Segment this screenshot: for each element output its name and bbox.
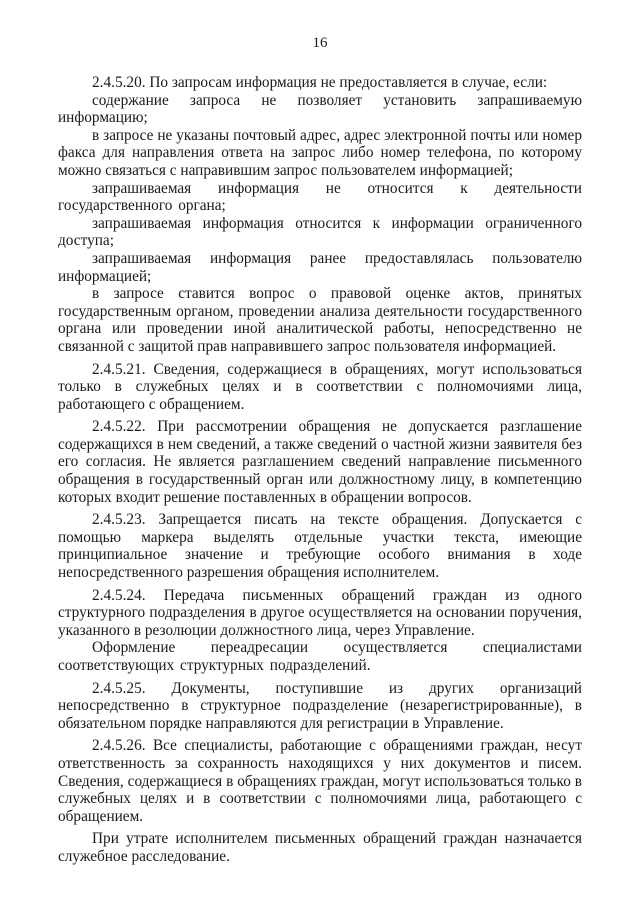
- document-body: [58, 74, 582, 866]
- paragraph-2-4-5-21: 2.4.5.21. Сведения, содержащиеся в обращениях, могут использоваться только в служебных целях и в соответствии с полномочиями лица, работающего с обращением.: [58, 360, 582, 413]
- paragraph-2-4-5-26: 2.4.5.26. Все специалисты, работающие с обращениями граждан, несут ответственность за сохранность находящихся у них документов и писем. Сведения, содержащиеся в обращениях граждан, могут использоваться только в служебных целях и в соответствии с полномочиями лица, работающего с обращением.: [58, 737, 582, 825]
- list-item-previously-provided: запрашиваемая информация ранее предоставлялась пользователю информацией;: [58, 249, 582, 285]
- list-item-not-related-to-agency: запрашиваемая информация не относится к деятельности государственного органа;: [58, 179, 582, 215]
- paragraph-2-4-5-25: 2.4.5.25. Документы, поступившие из других организаций непосредственно в структурное подразделение (незарегистрированные), в обязательном порядке направляются для регистрации в Управление.: [58, 679, 582, 732]
- paragraph-2-4-5-23: 2.4.5.23. Запрещается писать на тексте обращения. Допускается с помощью маркера выделять отдельные участки текста, имеющие принципиальное значение и требующие особого внимания в ходе непосредственного разрешения обращения исполнителем.: [58, 511, 582, 582]
- paragraph-loss-investigation: При утрате исполнителем письменных обращений граждан назначается служебное расследование.: [58, 830, 582, 865]
- paragraph-readdressing: Оформление переадресации осуществляется специалистами соответствующих структурных подразделений.: [58, 639, 582, 674]
- list-item-legal-assessment: в запросе ставится вопрос о правовой оценке актов, принятых государственным органом, проведении анализа деятельности государственного органа или проведении иной аналитической работы, непосредственно не связанной с защитой прав направившего запрос пользователя информацией.: [58, 285, 582, 355]
- list-item-restricted-information: запрашиваемая информация относится к информации ограниченного доступа;: [58, 214, 582, 250]
- paragraph-2-4-5-22: 2.4.5.22. При рассмотрении обращения не допускается разглашение содержащихся в нем сведений, а также сведений о частной жизни заявителя без его согласия. Не является разглашением сведений направление письменного обращения в государственный орган или должностному лицу, в компетенцию которых входит решение поставленных в обращении вопросов.: [58, 418, 582, 506]
- page-number: 16: [312, 35, 328, 51]
- paragraph-2-4-5-24: 2.4.5.24. Передача письменных обращений граждан из одного структурного подразделения в другое осуществляется на основании поручения, указанного в резолюции должностного лица, через Управление.: [58, 586, 582, 639]
- list-item-no-contact-details: в запросе не указаны почтовый адрес, адрес электронной почты или номер факса для направления ответа на запрос либо номер телефона, по которому можно связаться с направившим запрос пользователем информацией;: [58, 126, 582, 179]
- list-item-content-not-identifiable: содержание запроса не позволяет установить запрашиваемую информацию;: [58, 91, 582, 127]
- paragraph-2-4-5-20: 2.4.5.20. По запросам информация не предоставляется в случае, если:: [92, 74, 548, 91]
